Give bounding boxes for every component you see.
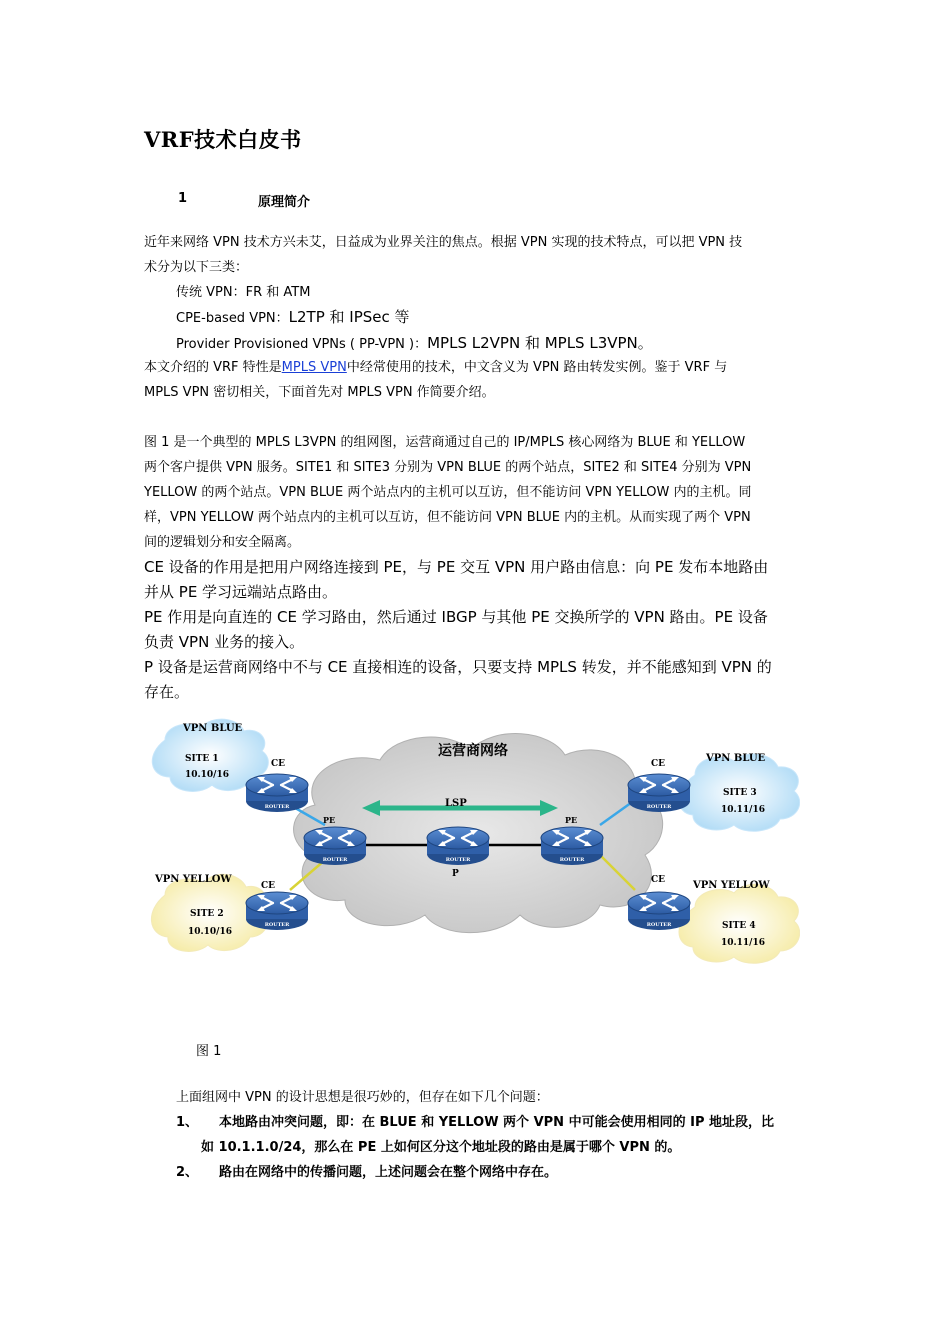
intro-line: 术分为以下三类： [144, 260, 249, 275]
vpn-type-item: 传统 VPN：FR 和 ATM [176, 285, 311, 300]
intro-line: 近年来网络 VPN 技术方兴未艾，日益成为业界关注的焦点。根据 VPN 实现的技术特点，可以把 VPN 技 [144, 235, 743, 250]
p-router [427, 827, 489, 865]
p-label: P [452, 869, 459, 879]
vpn-type-item [176, 305, 653, 331]
router-caption: ROUTER [322, 857, 348, 863]
vpn-type-prefix: CPE-based VPN： [176, 311, 289, 326]
vpn-yellow-label-right: VPN YELLOW [693, 880, 770, 891]
figure-description-line: 样，VPN YELLOW 两个站点内的主机可以互访，但不能访问 VPN BLUE 内的主机。从而实现了两个 VPN [144, 510, 751, 525]
figure-description-line: 图 1 是一个典型的 MPLS L3VPN 的组网图，运营商通过自己的 IP/MPLS 核心网络为 BLUE 和 YELLOW [144, 435, 746, 450]
problem-number: 1、 [176, 1115, 199, 1130]
ce-label: CE [651, 875, 666, 885]
ce-router-site4 [628, 892, 690, 930]
ce-router-site2 [246, 892, 308, 930]
figure-description [144, 430, 808, 555]
vpn-yellow-label-left: VPN YELLOW [155, 874, 232, 885]
site1-net: 10.10/16 [185, 770, 229, 780]
vpn-type-examples: MPLS L2VPN 和 MPLS L3VPN。 [427, 334, 653, 352]
problems-intro: 上面组网中 VPN 的设计思想是很巧妙的，但存在如下几个问题： [176, 1090, 549, 1105]
ce-label: CE [261, 881, 276, 891]
figure-description-line: 两个客户提供 VPN 服务。SITE1 和 SITE3 分别为 VPN BLUE 的两个站点，SITE2 和 SITE4 分别为 VPN [144, 460, 752, 475]
pe-router-right [541, 827, 603, 865]
pe-description-line: 负责 VPN 业务的接入。 [144, 633, 305, 651]
vrf-intro-line [144, 355, 808, 380]
vpn-type-examples: L2TP 和 IPSec 等 [288, 308, 410, 326]
p-description-line: 存在。 [144, 683, 190, 701]
vrf-intro-paragraph [144, 355, 808, 405]
vpn-blue-label-left: VPN BLUE [183, 723, 243, 734]
vrf-intro-line: MPLS VPN 密切相关，下面首先对 MPLS VPN 作简要介绍。 [144, 385, 495, 400]
figure-caption: 图 1 [196, 1044, 222, 1059]
ce-router-site1 [246, 774, 308, 812]
site4-label: SITE 4 [722, 921, 756, 931]
vpn-blue-label-right: VPN BLUE [706, 753, 766, 764]
router-caption: ROUTER [559, 857, 585, 863]
figure-description-line: 间的逻辑划分和安全隔离。 [144, 535, 301, 550]
site3-net: 10.11/16 [721, 805, 765, 815]
router-caption: ROUTER [646, 804, 672, 810]
site4-net: 10.11/16 [721, 938, 765, 948]
ce-description-line: CE 设备的作用是把用户网络连接到 PE，与 PE 交互 VPN 用户路由信息：向 PE 发布本地路由 [144, 558, 769, 576]
pe-description-line: PE 作用是向直连的 CE 学习路由，然后通过 IBGP 与其他 PE 交换所学的 VPN 路由。PE 设备 [144, 608, 768, 626]
site2-label: SITE 2 [190, 909, 224, 919]
router-caption: ROUTER [264, 804, 290, 810]
vrf-intro-pre: 本文介绍的 VRF 特性是 [144, 360, 282, 375]
problem-number: 2、 [176, 1165, 199, 1180]
site3-label: SITE 3 [723, 788, 757, 798]
problem-item [176, 1110, 812, 1160]
section-title: 原理简介 [258, 195, 311, 210]
ce-label: CE [271, 759, 286, 769]
ce-description-line: 并从 PE 学习远端站点路由。 [144, 583, 338, 601]
provider-network-label: 运营商网络 [438, 743, 508, 759]
site2-net: 10.10/16 [188, 927, 232, 937]
router-caption: ROUTER [445, 857, 471, 863]
problem-text: 路由在网络中的传播问题，上述问题会在整个网络中存在。 [219, 1165, 558, 1180]
vrf-intro-post: 中经常使用的技术，中文含义为 VPN 路由转发实例。鉴于 VRF 与 [346, 360, 728, 375]
intro-paragraph [144, 230, 808, 280]
section-number: 1 [178, 191, 188, 206]
vpn-type-prefix: Provider Provisioned VPNs ( PP-VPN )： [176, 337, 428, 352]
figure-description-line: YELLOW 的两个站点。VPN BLUE 两个站点内的主机可以互访，但不能访问 VPN YELLOW 内的主机。同 [144, 485, 752, 500]
problem-line: 如 10.1.1.0/24，那么在 PE 上如何区分这个地址段的路由是属于哪个 VPN 的。 [201, 1140, 681, 1155]
router-caption: ROUTER [646, 922, 672, 928]
p-description-line: P 设备是运营商网络中不与 CE 直接相连的设备，只要支持 MPLS 转发，并不能感知到 VPN 的 [144, 658, 772, 676]
vpn-type-item [176, 331, 653, 357]
ce-description [144, 555, 808, 705]
problem-line [176, 1160, 812, 1185]
problem-line [176, 1110, 812, 1135]
doc-title: VRF技术白皮书 [144, 127, 302, 152]
pe-right-label: PE [565, 815, 578, 825]
ce-router-site3 [628, 774, 690, 812]
lsp-label: LSP [445, 798, 467, 809]
mpls-vpn-diagram [140, 715, 800, 985]
router-caption: ROUTER [264, 922, 290, 928]
pe-router-left [304, 827, 366, 865]
vpn-type-list [176, 280, 653, 357]
site1-label: SITE 1 [185, 754, 219, 764]
mpls-vpn-link[interactable]: MPLS VPN [281, 360, 347, 375]
problem-item [176, 1160, 812, 1185]
problem-text: 本地路由冲突问题，即：在 BLUE 和 YELLOW 两个 VPN 中可能会使用相同的 IP 地址段，比 [219, 1115, 774, 1130]
pe-left-label: PE [323, 815, 336, 825]
ce-label: CE [651, 759, 666, 769]
